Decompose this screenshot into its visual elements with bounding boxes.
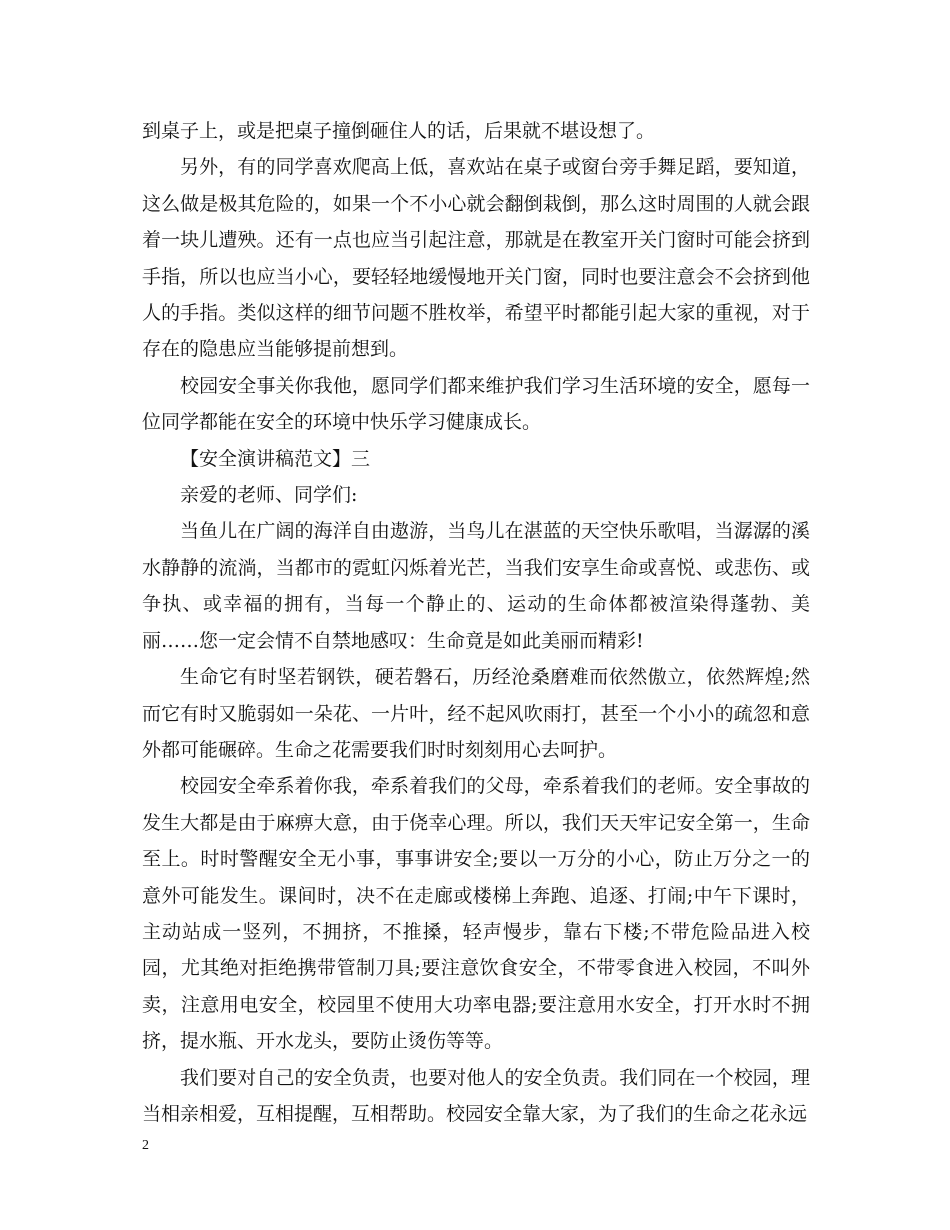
paragraph-climbing-danger: 另外，有的同学喜欢爬高上低，喜欢站在桌子或窗台旁手舞足蹈，要知道，这么做是极其危险的，如果一个不小心就会翻倒栽倒，那么这时周围的人就会跟着一块儿遭殃。还有一点也应当引起注意，那就是在教室开关门窗时可能会挤到手指，所以也应当小心，要轻轻地缓慢地开关门窗，同时也要注意会不会挤到他人的手指。类似这样的细节问题不胜枚举，希望平时都能引起大家的重视，对于存在的隐患应当能够提前想到。	[142, 156, 810, 361]
document-body	[142, 113, 810, 1132]
paragraph-life-fragile: 生命它有时坚若钢铁，硬若磐石，历经沧桑磨难而依然傲立，依然辉煌;然而它有时又脆弱如一朵花、一片叶，经不起风吹雨打，甚至一个小小的疏忽和意外都可能碾碎。生命之花需要我们时时刻刻用心去呵护。	[142, 666, 810, 761]
page-number: 2	[142, 1138, 149, 1153]
paragraph-responsibility: 我们要对自己的安全负责，也要对他人的安全负责。我们同在一个校园，理当相亲相爱，互相提醒，互相帮助。校园安全靠大家，为了我们的生命之花永远	[142, 1066, 810, 1125]
salutation: 亲爱的老师、同学们:	[180, 484, 358, 507]
section-heading: 【安全演讲稿范文】三	[180, 447, 371, 470]
paragraph-campus-safety-wish: 校园安全事关你我他，愿同学们都来维护我们学习生活环境的安全，愿每一位同学都能在安全的环境中快乐学习健康成长。	[142, 374, 810, 434]
paragraph-safety-rules: 校园安全牵系着你我，牵系着我们的父母，牵系着我们的老师。安全事故的发生大都是由于麻痹大意，由于侥幸心理。所以，我们天天牢记安全第一，生命至上。时时警醒安全无小事，事事讲安全;要以一万分的小心，防止万分之一的意外可能发生。课间时，决不在走廊或楼梯上奔跑、追逐、打闹;中午下课时，主动站成一竖列，不拥挤，不推搡，轻声慢步，靠右下楼;不带危险品进入校园，尤其绝对拒绝携带管制刀具;要注意饮食安全，不带零食进入校园，不叫外卖，注意用电安全，校园里不使用大功率电器;要注意用水安全，打开水时不拥挤，提水瓶、开水龙头，要防止烫伤等等。	[142, 775, 810, 1053]
paragraph-continuation: 到桌子上，或是把桌子撞倒砸住人的话，后果就不堪设想了。	[142, 120, 656, 142]
paragraph-life-beauty: 当鱼儿在广阔的海洋自由遨游，当鸟儿在湛蓝的天空快乐歌唱，当潺潺的溪水静静的流淌，当都市的霓虹闪烁着光芒，当我们安享生命或喜悦、或悲伤、或争执、或幸福的拥有，当每一个静止的、运动的生命体都被渲染得蓬勃、美丽……您一定会情不自禁地感叹：生命竟是如此美丽而精彩!	[142, 520, 810, 652]
